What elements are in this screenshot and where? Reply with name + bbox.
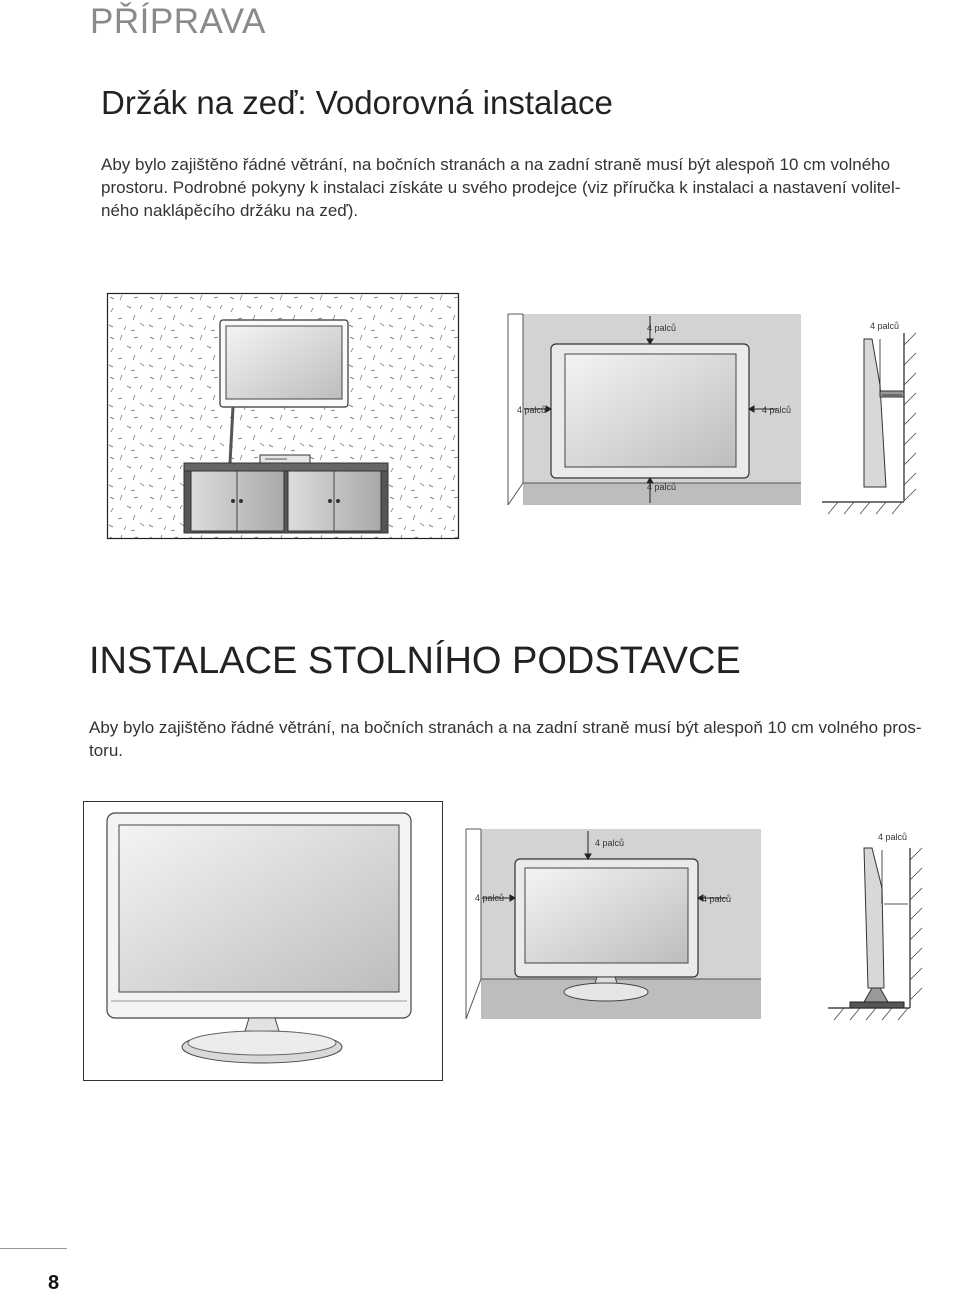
wall-mount-title: Držák na zeď: Vodorovná instalace	[101, 84, 613, 121]
wall-mount-side-clearance-diagram	[822, 315, 926, 520]
stand-front-right-clearance-label: 4 palců	[702, 894, 732, 904]
wall-mount-paragraph-line: Aby bylo zajištěno řádné větrání, na bočních stranách a na zadní straně musí být alespoň 10 cm volného	[101, 155, 891, 174]
page-header-title: PŘÍPRAVA	[90, 2, 266, 41]
desk-stand-paragraph-line: Aby bylo zajištěno řádné větrání, na bočních stranách a na zadní straně musí být alespoň 10 cm volného pros-	[89, 718, 922, 737]
stand-front-left-clearance-label: 4 palců	[475, 893, 505, 903]
desk-stand-front-clearance-diagram	[465, 828, 762, 1020]
wall-mount-paragraph-line: prostoru. Podrobné pokyny k instalaci získáte u svého prodejce (viz příručka k instalaci a nastavení volitel-	[101, 178, 901, 197]
desk-stand-paragraph	[89, 716, 949, 762]
desk-stand-tv-illustration	[83, 801, 443, 1081]
stand-front-top-clearance-label: 4 palců	[595, 838, 625, 848]
wall-front-left-clearance-label: 4 palců	[517, 405, 547, 415]
desk-stand-paragraph-line: toru.	[89, 741, 124, 760]
wall-mount-front-clearance-diagram	[507, 313, 802, 505]
page-number: 8	[48, 1272, 60, 1294]
wall-front-top-clearance-label: 4 palců	[647, 323, 677, 333]
wall-side-top-clearance-label: 4 palců	[870, 321, 900, 331]
wall-mount-paragraph	[101, 153, 960, 222]
wall-front-right-clearance-label: 4 palců	[762, 405, 792, 415]
wall-mount-room-illustration	[107, 293, 459, 539]
footer-rule	[0, 1248, 67, 1249]
stand-side-top-clearance-label: 4 palců	[878, 832, 908, 842]
desk-stand-title: INSTALACE STOLNÍHO PODSTAVCE	[89, 640, 741, 682]
wall-front-bottom-clearance-label: 4 palců	[647, 482, 677, 492]
desk-stand-side-clearance-diagram	[828, 828, 932, 1028]
wall-mount-paragraph-line: ného naklápěcího držáku na zeď).	[101, 201, 359, 220]
